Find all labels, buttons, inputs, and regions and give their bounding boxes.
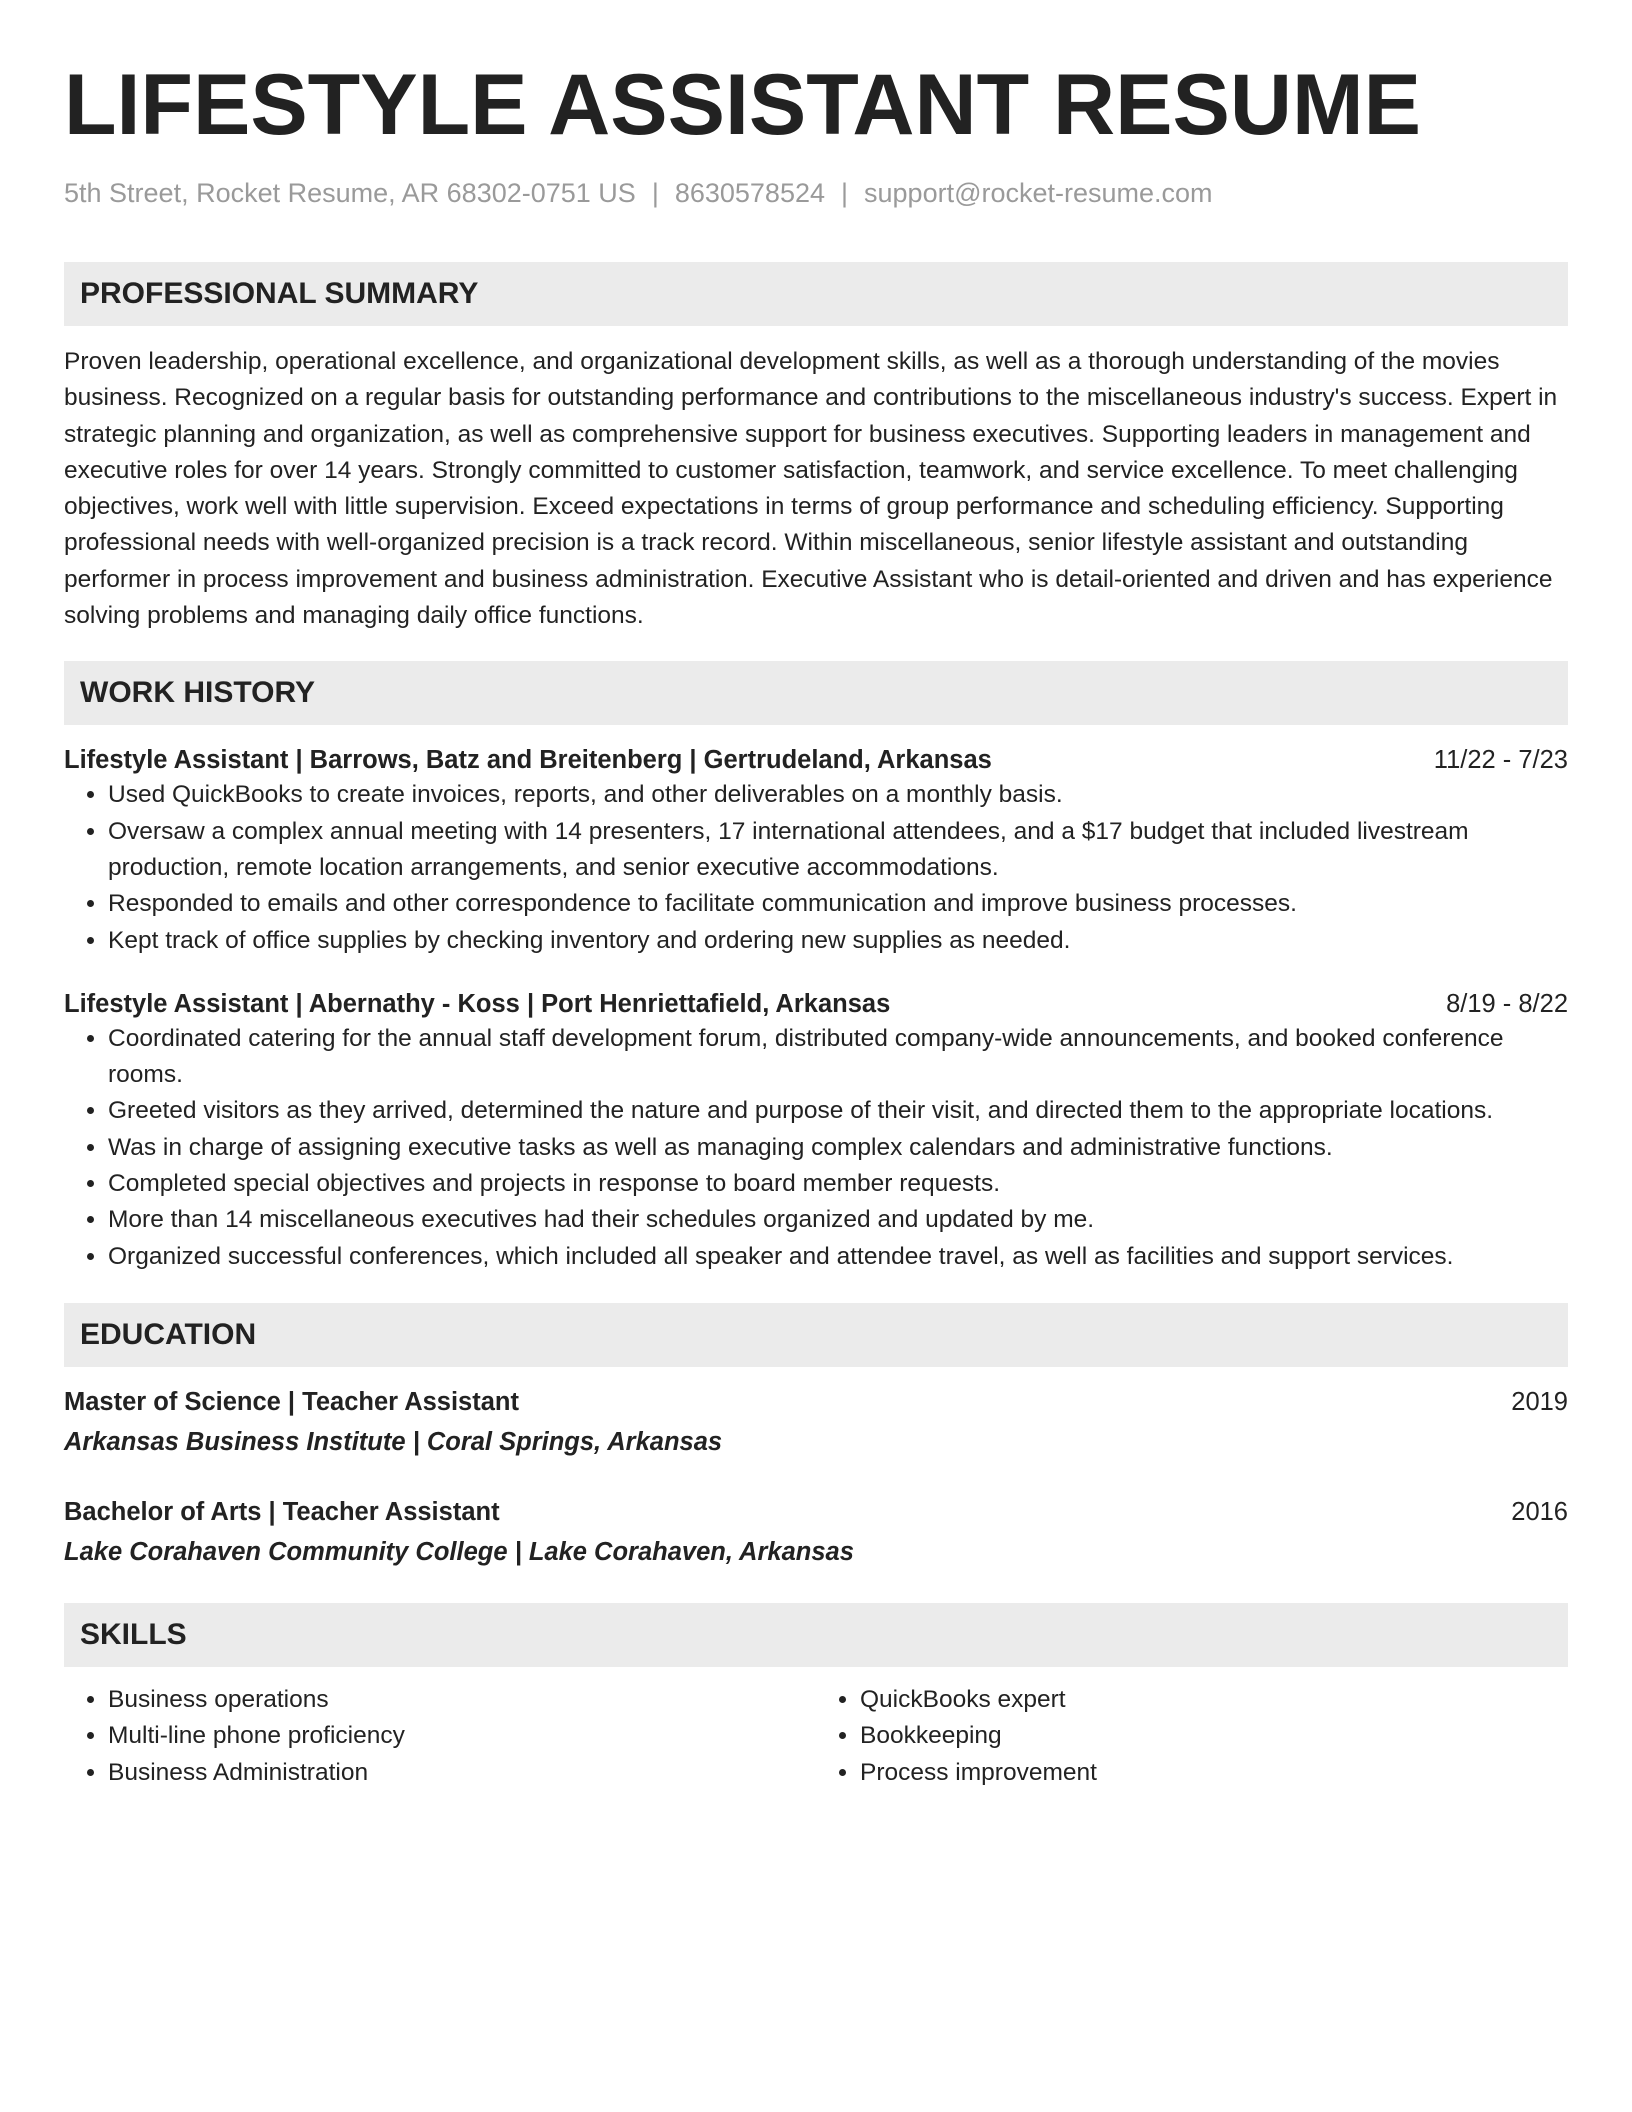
job-dates: 11/22 - 7/23 bbox=[1433, 746, 1568, 775]
resume-title: LIFESTYLE ASSISTANT RESUME bbox=[64, 57, 1421, 153]
job-title: Lifestyle Assistant | Barrows, Batz and Breitenberg | Gertrudeland, Arkansas bbox=[64, 746, 992, 775]
contact-separator: | bbox=[841, 178, 849, 208]
education-heading: EDUCATION bbox=[64, 1303, 1568, 1367]
job-bullet: • Oversaw a complex annual meeting with 14 presenters, 17 international attendees, and a $17 budget that included livestream production, remote location arrangements, and senior executive accommodations. bbox=[108, 814, 1568, 887]
skill-item: • Multi-line phone proficiency bbox=[108, 1718, 816, 1754]
job-bullet: • Kept track of office supplies by checking inventory and ordering new supplies as needed. bbox=[108, 923, 1568, 959]
skills-list-left bbox=[64, 1682, 816, 1791]
contact-email: support@rocket-resume.com bbox=[864, 178, 1213, 208]
job-bullet: • Organized successful conferences, which included all speaker and attendee travel, as well as facilities and support services. bbox=[108, 1239, 1568, 1275]
job-bullet: • Responded to emails and other correspondence to facilitate communication and improve business processes. bbox=[108, 886, 1568, 922]
education-degree: Bachelor of Arts | Teacher Assistant bbox=[64, 1497, 500, 1526]
skill-item: • Business operations bbox=[108, 1682, 816, 1718]
job-bullet: • Was in charge of assigning executive tasks as well as managing complex calendars and administrative functions. bbox=[108, 1130, 1568, 1166]
contact-phone: 8630578524 bbox=[674, 178, 825, 208]
job-bullet-list bbox=[64, 777, 1568, 958]
skills-heading: SKILLS bbox=[64, 1603, 1568, 1667]
job-header bbox=[64, 743, 1568, 777]
education-year: 2016 bbox=[1511, 1497, 1568, 1526]
job-dates: 8/19 - 8/22 bbox=[1446, 989, 1568, 1018]
contact-separator: | bbox=[651, 178, 659, 208]
skill-item: • QuickBooks expert bbox=[860, 1682, 1568, 1718]
education-year: 2019 bbox=[1511, 1387, 1568, 1416]
skill-item: • Bookkeeping bbox=[860, 1718, 1568, 1754]
education-school: Arkansas Business Institute | Coral Springs, Arkansas bbox=[64, 1427, 723, 1456]
job-bullet: • Used QuickBooks to create invoices, reports, and other deliverables on a monthly basis. bbox=[108, 777, 1568, 813]
job-header bbox=[64, 987, 1568, 1021]
work-history-heading: WORK HISTORY bbox=[64, 661, 1568, 725]
education-school: Lake Corahaven Community College | Lake Corahaven, Arkansas bbox=[64, 1537, 854, 1566]
summary-heading: PROFESSIONAL SUMMARY bbox=[64, 262, 1568, 326]
skill-item: • Process improvement bbox=[860, 1755, 1568, 1791]
job-bullet: • Coordinated catering for the annual staff development forum, distributed company-wide announcements, and booked conference rooms. bbox=[108, 1021, 1568, 1094]
skills-list-right bbox=[816, 1682, 1568, 1791]
contact-line bbox=[64, 175, 1568, 211]
job-bullet: • Completed special objectives and projects in response to board member requests. bbox=[108, 1166, 1568, 1202]
skills-columns bbox=[64, 1682, 1568, 1791]
education-header bbox=[64, 1495, 1568, 1529]
summary-text: Proven leadership, operational excellence, and organizational development skills, as well as a thorough understanding of the movies business. Recognized on a regular basis for outstanding performance and contributions to the miscellaneous industry's success. Expert in strategic planning and organization, as well as comprehensive support for business executives. Supporting leaders in management and executive roles for over 14 years. Strongly committed to customer satisfaction, teamwork, and service excellence. To meet challenging objectives, work well with little supervision. Exceed expectations in terms of group performance and scheduling efficiency. Supporting professional needs with well-organized precision is a track record. Within miscellaneous, senior lifestyle assistant and outstanding performer in process improvement and business administration. Executive Assistant who is detail-oriented and driven and has experience solving problems and managing daily office functions. bbox=[64, 348, 1558, 630]
contact-address: 5th Street, Rocket Resume, AR 68302-0751 US bbox=[64, 178, 636, 208]
skill-item: • Business Administration bbox=[108, 1755, 816, 1791]
job-bullet: • Greeted visitors as they arrived, determined the nature and purpose of their visit, and directed them to the appropriate locations. bbox=[108, 1093, 1568, 1129]
job-title: Lifestyle Assistant | Abernathy - Koss | Port Henriettafield, Arkansas bbox=[64, 989, 891, 1018]
education-header bbox=[64, 1385, 1568, 1419]
job-bullet: • More than 14 miscellaneous executives had their schedules organized and updated by me. bbox=[108, 1202, 1568, 1238]
job-bullet-list bbox=[64, 1021, 1568, 1275]
education-degree: Master of Science | Teacher Assistant bbox=[64, 1387, 519, 1416]
